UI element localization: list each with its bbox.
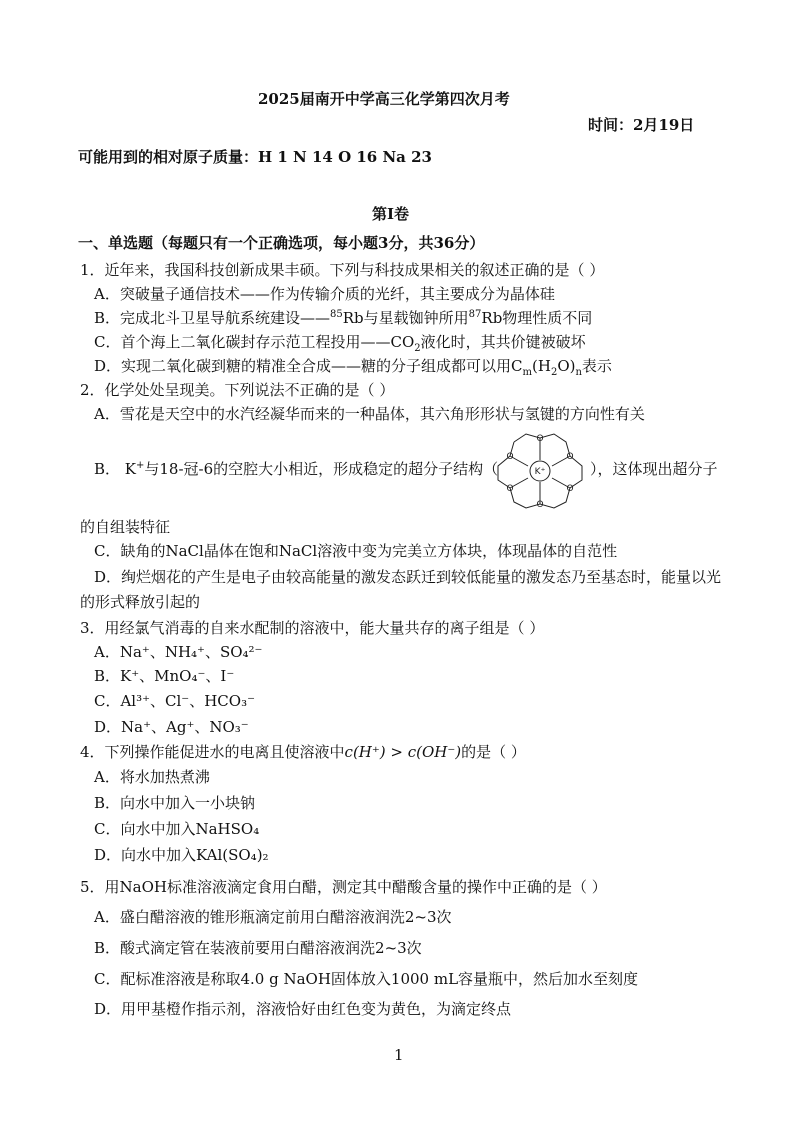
q3-stem: 3．用经氯气消毒的自来水配制的溶液中，能大量共存的离子组是（ ）	[80, 619, 545, 637]
q1-c-text1: C．首个海上二氧化碳封存示范工程投用——CO	[94, 333, 415, 351]
crown-oxygen-6: O	[566, 484, 574, 494]
crown-oxygen-2: O	[536, 500, 544, 510]
q4-option-d: D．向水中加入KAl(SO₄)₂	[94, 846, 269, 864]
q4-option-c: C．向水中加入NaHSO₄	[94, 820, 260, 838]
q1-d-text3: O)	[557, 357, 576, 375]
crown-oxygen-4: O	[566, 452, 574, 462]
q1-c-sub: 2	[414, 343, 421, 354]
q1-d-text4: 表示	[581, 357, 612, 375]
q2-option-c: C．缺角的NaCl晶体在饱和NaCl溶液中变为完美立方体块，体现晶体的自范性	[94, 542, 618, 560]
crown-oxygen-3: O	[506, 452, 514, 462]
q4-option-a: A．将水加热煮沸	[94, 768, 210, 786]
q1-d-text1: D．实现二氧化碳到糖的精准全合成——糖的分子组成都可以用C	[94, 357, 523, 375]
volume-heading: 第Ⅰ卷	[372, 205, 410, 223]
q5-stem: 5．用NaOH标准溶液滴定食用白醋，测定其中醋酸含量的操作中正确的是（ ）	[80, 878, 607, 896]
q2-option-b-left	[94, 458, 498, 479]
q5-option-d: D．用甲基橙作指示剂，溶液恰好由红色变为黄色，为滴定终点	[94, 1000, 512, 1018]
q2-option-d-line2: 的形式释放引起的	[80, 593, 201, 611]
q1-d-sub1: m	[522, 367, 532, 378]
page-number: 1	[394, 1046, 404, 1064]
q2-b-text1: B． K	[94, 460, 136, 478]
q3-option-b: B．K⁺、MnO₄⁻、I⁻	[94, 667, 235, 685]
q1-option-d	[94, 355, 612, 376]
q1-stem: 1．近年来，我国科技创新成果丰硕。下列与科技成果相关的叙述正确的是（ ）	[80, 261, 605, 279]
exam-date: 时间：2月19日	[588, 116, 695, 134]
q1-d-sub2: 2	[550, 367, 558, 378]
crown-center-ion: K⁺	[534, 467, 546, 477]
q3-option-d: D．Na⁺、Ag⁺、NO₃⁻	[94, 718, 249, 736]
crown-ether-structure	[490, 424, 590, 518]
q2-option-b-right: ），这体现出超分子	[590, 460, 718, 478]
q4-stem-text1: 4．下列操作能促进水的电离且使溶液中	[80, 743, 345, 761]
q2-option-b-cont: 的自组装特征	[80, 518, 171, 536]
q5-option-c: C．配标准溶液是称取4.0 g NaOH固体放入1000 mL容量瓶中，然后加水至刻度	[94, 970, 639, 988]
q4-stem	[80, 741, 526, 762]
q5-option-a: A．盛白醋溶液的锥形瓶滴定前用白醋溶液润洗2~3次	[94, 908, 452, 926]
q3-option-a: A．Na⁺、NH₄⁺、SO₄²⁻	[94, 643, 263, 661]
crown-oxygen-1: O	[536, 434, 544, 444]
q2-stem: 2．化学处处呈现美。下列说法不正确的是（ ）	[80, 381, 395, 399]
q1-d-text2: (H	[532, 357, 551, 375]
q3-option-c: C．Al³⁺、Cl⁻、HCO₃⁻	[94, 692, 256, 710]
q1-b-text3: Rb物理性质不同	[481, 309, 593, 327]
q4-stem-text2: 的是（ ）	[461, 743, 526, 761]
q5-option-b: B．酸式滴定管在装液前要用白醋溶液润洗2~3次	[94, 939, 422, 957]
q1-option-a: A．突破量子通信技术——作为传输介质的光纤，其主要成分为晶体硅	[94, 285, 555, 303]
q4-stem-expr: c(H⁺) > c(OH⁻)	[344, 743, 462, 761]
q1-option-b	[94, 307, 592, 328]
exam-title: 2025届南开中学高三化学第四次月考	[258, 90, 510, 108]
crown-oxygen-5: O	[506, 484, 514, 494]
section-heading: 一、单选题（每题只有一个正确选项，每小题3分，共36分）	[78, 234, 485, 252]
q1-b-text2: Rb与星载铷钟所用	[342, 309, 469, 327]
q2-b-sup: +	[136, 460, 145, 471]
q1-b-sup2: 87	[468, 309, 482, 320]
q1-option-c	[94, 331, 586, 352]
q1-b-sup1: 85	[330, 309, 343, 320]
q1-d-sub3: n	[575, 367, 582, 378]
q1-c-text2: 液化时，其共价键被破坏	[420, 333, 586, 351]
q1-b-text1: B．完成北斗卫星导航系统建设——	[94, 309, 331, 327]
q2-b-text2: 与18-冠-6的空腔大小相近，形成稳定的超分子结构（	[144, 460, 499, 478]
atomic-masses: 可能用到的相对原子质量：H 1 N 14 O 16 Na 23	[78, 148, 432, 166]
q2-option-d-line1: D．绚烂烟花的产生是电子由较高能量的激发态跃迁到较低能量的激发态乃至基态时，能量以光	[94, 568, 722, 586]
q4-option-b: B．向水中加入一小块钠	[94, 794, 256, 812]
q2-option-a: A．雪花是天空中的水汽经凝华而来的一种晶体，其六角形形状与氢键的方向性有关	[94, 405, 645, 423]
